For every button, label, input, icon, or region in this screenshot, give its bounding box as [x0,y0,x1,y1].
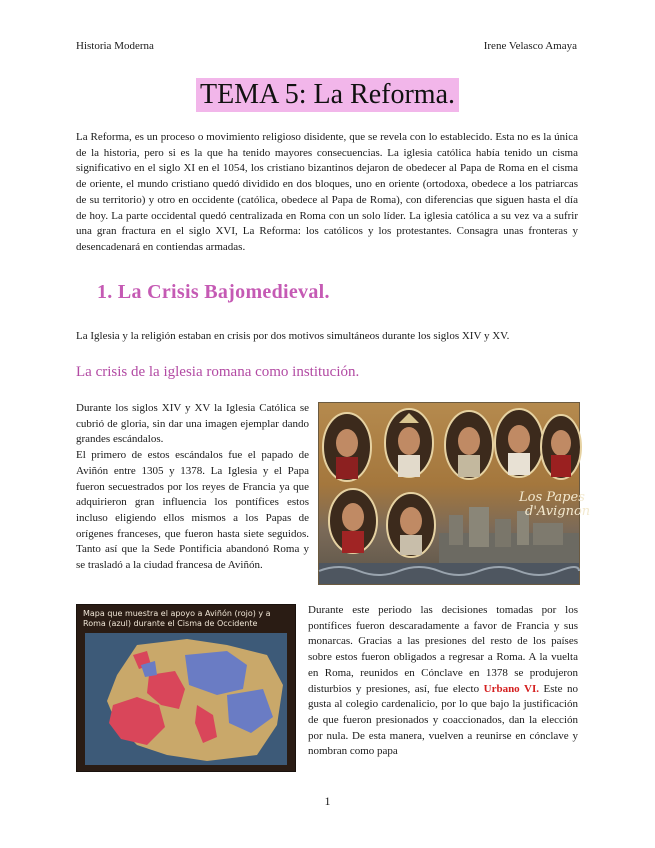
right-text-before: Durante este periodo las decisiones tomadas por los pontífices fueron descaradamente a favor de Francia y sus monarcas. Gracias a las presiones del resto de los países sobre estos fueron obligados a regresar a Roma. A la vuelta en Roma, reunidos en Cónclave en 1378 se produjeron disturbios y presiones, así, fue electo [308,604,578,695]
schism-map-image [76,604,296,772]
portraits-bottom-row [329,489,435,557]
left-column-text [76,401,309,574]
intro-paragraph: La Reforma, es un proceso o movimiento religioso disidente, que se revela con lo establecido. Esta no es la única de la historia, pero si es la que ha tenido mayores consecuencias. La iglesia católica había tenido un cisma significativo en el siglo XI en el 1054, los cristiano bizantinos dejaron de obedecer al Papa de Roma en el cisma de oriente, el mundo cristiano quedó dividido en dos bloques, uno en oriente (ortodoxa, obedece a los patriarcas de su territorio) y otro en occidente (católica, obedece al Papa de Roma), con diferencias que siguen hasta el día de hoy. La parte occidental quedó centralizada en Roma con un solo líder. La iglesia católica a su vez va a sufrir una gran fractura en el siglo XVI, La Reforma: los católicos y los protestantes. Consagra unas fronteras y desencadenará en contiendas armadas. [76,131,578,253]
image1-caption-line1: Los Papes [519,490,585,505]
page-number: 1 [324,794,331,808]
header-right: Irene Velasco Amaya [483,40,577,52]
section-title: 1. La Crisis Bajomedieval. [97,281,330,303]
subsection-title: La crisis de la iglesia romana como institución. [76,364,360,380]
schism-map-svg [77,605,295,771]
right-text-after: Este no gusta al colegio cardenalicio, por lo que bajo la justificación de que fueron presionados y coaccionados, dan la elección por nula. De esta manera, vuelven a reunirse en cónclave y nombran como papa [308,682,578,758]
left-paragraph-2: El primero de estos escándalos fue el papado de Aviñón entre 1305 y 1378. La Iglesia y el Papa fueron secuestrados por los reyes de Francia ya que adquirieron gran influencia los pontífices estos incluso eligiendo ellos mismos a los Papas de orígenes franceses, que fueron hasta siete seguidos. Tanto así que la Sede Pontificia abandonó Roma y se trasladó a la ciudad francesa de Aviñón. [76,449,309,572]
right-column-text [308,603,578,760]
left-paragraph-1: Durante los siglos XIV y XV la Iglesia Católica se cubrió de gloria, sin dar una imagen ejemplar dando grandes escándalos. [76,402,309,446]
avignon-popes-illustration [319,403,591,584]
portraits-top-row [323,409,581,481]
section-intro-line: La Iglesia y la religión estaban en crisis por dos motivos simultáneos durante los siglos XIV y XV. [76,330,510,342]
urbano-vi-highlight: Urbano VI. [483,682,539,695]
title-wrap [0,78,655,112]
page-title: TEMA 5: La Reforma. [196,78,459,112]
avignon-popes-image [318,402,591,585]
map-title: Mapa que muestra el apoyo a Aviñón (rojo) y a Roma (azul) durante el Cisma de Occidente [83,609,271,628]
header-left: Historia Moderna [76,40,154,52]
image1-caption-line2: d'Avignon [525,504,591,519]
